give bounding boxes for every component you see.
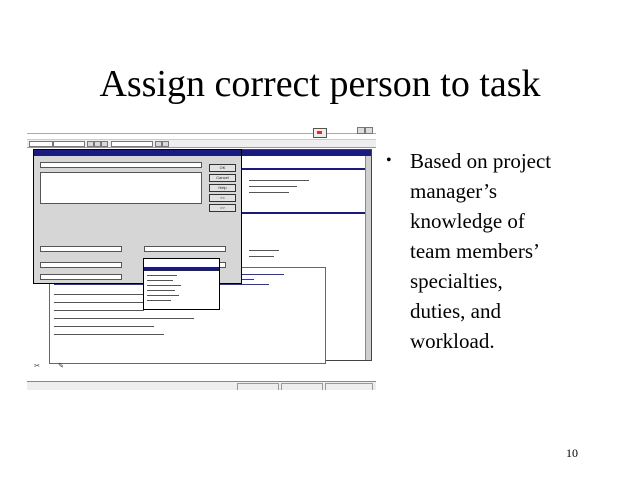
status-field bbox=[281, 383, 323, 390]
bullet-line: workload. bbox=[410, 329, 495, 353]
ok-button[interactable]: OK bbox=[209, 164, 236, 172]
list-item[interactable] bbox=[147, 290, 175, 291]
bullet-line: specialties, bbox=[410, 269, 503, 293]
toolbar-dropdown[interactable] bbox=[111, 141, 153, 147]
page-number: 10 bbox=[566, 446, 578, 460]
slide-title: Assign correct person to task bbox=[99, 63, 541, 105]
text-field[interactable] bbox=[40, 162, 202, 168]
bullet-line: knowledge of bbox=[410, 209, 525, 233]
notes-area[interactable] bbox=[40, 172, 202, 204]
toolbar bbox=[27, 140, 376, 148]
list-item[interactable] bbox=[147, 295, 179, 296]
text-line bbox=[54, 326, 154, 327]
list-item[interactable] bbox=[147, 300, 171, 301]
bullet-item bbox=[384, 146, 634, 356]
text-line bbox=[249, 186, 297, 187]
resource-field[interactable] bbox=[40, 274, 122, 280]
selected-row[interactable] bbox=[241, 212, 365, 214]
previous-button[interactable]: << bbox=[209, 194, 236, 202]
help-button[interactable]: Help bbox=[209, 184, 236, 192]
toolbar-dropdown[interactable] bbox=[29, 141, 53, 147]
bullet-line: Based on project bbox=[410, 149, 552, 173]
list-item[interactable] bbox=[147, 285, 181, 286]
toolbar-button-icon[interactable] bbox=[155, 141, 162, 147]
assignee-dropdown[interactable] bbox=[144, 246, 226, 252]
bullet-line: team members’ bbox=[410, 239, 541, 263]
bullet-symbol: • bbox=[386, 152, 392, 169]
toolbar-button-icon[interactable] bbox=[87, 141, 94, 147]
cancel-button[interactable]: Cancel bbox=[209, 174, 236, 182]
text-line bbox=[249, 256, 274, 257]
document-window-header bbox=[241, 150, 371, 156]
bullet-line: manager’s bbox=[410, 179, 498, 203]
person-dropdown-list[interactable] bbox=[143, 258, 220, 310]
status-bar bbox=[27, 381, 376, 390]
vertical-scrollbar[interactable] bbox=[365, 156, 371, 360]
palette-icon[interactable]: ✂ bbox=[34, 363, 40, 370]
close-icon[interactable] bbox=[365, 127, 373, 134]
text-line bbox=[249, 192, 289, 193]
number-field[interactable] bbox=[40, 262, 122, 268]
text-line bbox=[249, 180, 309, 181]
text-line bbox=[249, 250, 279, 251]
text-line bbox=[54, 334, 164, 335]
bullet-text bbox=[410, 146, 610, 356]
selected-row[interactable] bbox=[241, 168, 365, 170]
toolbar-dropdown[interactable] bbox=[53, 141, 85, 147]
list-item[interactable] bbox=[147, 280, 173, 281]
bullet-list bbox=[384, 146, 634, 356]
bullet-line: duties, and bbox=[410, 299, 501, 323]
type-dropdown[interactable] bbox=[40, 246, 122, 252]
toolbar-button-icon[interactable] bbox=[101, 141, 108, 147]
text-line bbox=[54, 318, 194, 319]
selected-person[interactable] bbox=[144, 267, 219, 271]
next-button[interactable]: >> bbox=[209, 204, 236, 212]
toolbar-button-icon[interactable] bbox=[94, 141, 101, 147]
palette-icon[interactable]: ✎ bbox=[58, 363, 64, 370]
app-screenshot bbox=[27, 127, 376, 390]
text-line bbox=[54, 310, 144, 311]
toolbar-button-icon[interactable] bbox=[162, 141, 169, 147]
list-item[interactable] bbox=[147, 275, 177, 276]
dialog-title-bar bbox=[34, 150, 241, 156]
status-field bbox=[325, 383, 373, 390]
status-field bbox=[237, 383, 279, 390]
minimize-icon[interactable] bbox=[357, 127, 365, 134]
